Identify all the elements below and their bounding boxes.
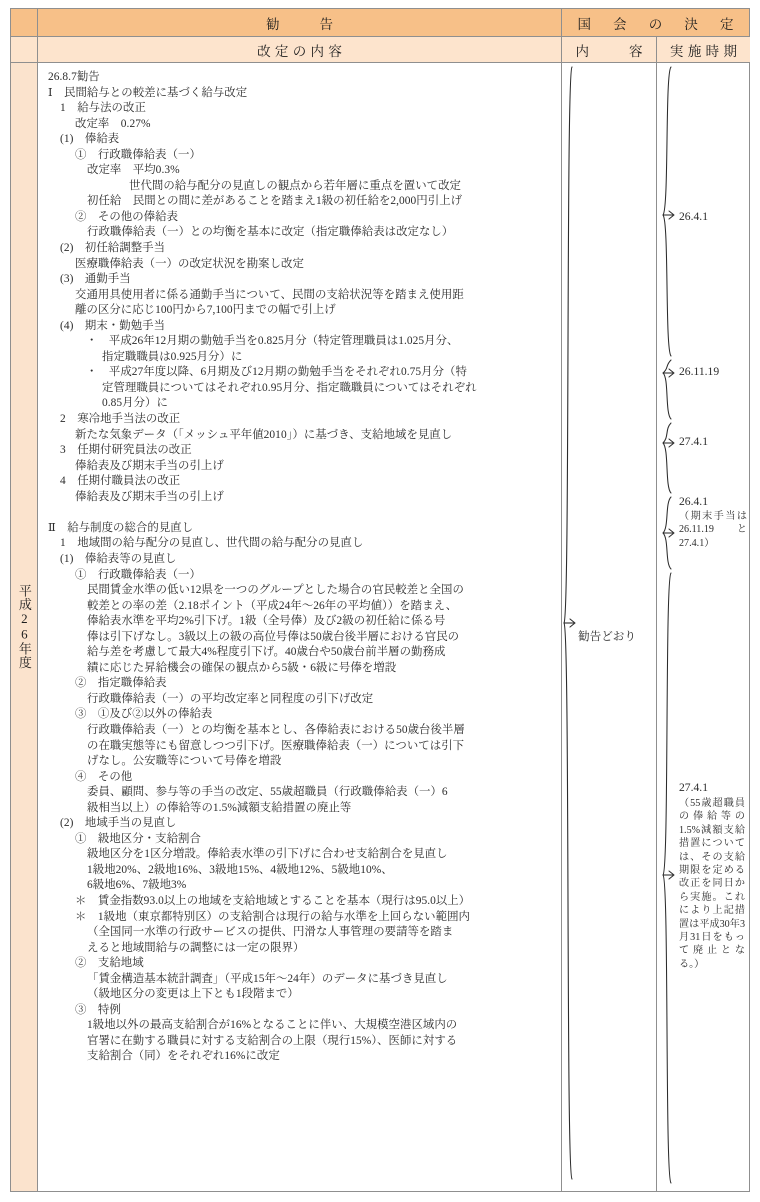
header-year-spacer <box>11 9 38 36</box>
content-line: (4) 期末・勤勉手当 <box>60 319 166 332</box>
content-line: 「賃金構造基本統計調査」（平成15年〜24年）のデータに基づき見直し <box>87 972 448 985</box>
content-line: ・ 平成26年12月期の勤勉手当を0.825月分（特定管理職員は1.025月分、 <box>86 335 459 348</box>
content-line: ④ その他 <box>75 770 133 783</box>
content-line: 初任給 民間との間に差があることを踏まえ1級の初任給を2,000円引上げ <box>87 195 463 208</box>
content-line: 級相当以上）の俸給等の1.5%減額支給措置の廃止等 <box>87 801 352 814</box>
content-line: ＊ 賃金指数93.0以上の地域を支給地域とすることを基本（現行は95.0以上） <box>75 894 471 907</box>
jisshi-braces-icon <box>657 63 750 1191</box>
header-kankoku: 勧 告 <box>38 9 562 36</box>
jisshi-date: 26.4.1 <box>679 210 708 223</box>
content-line: 給与差を考慮して最大4%程度引下げ。40歳台や50歳台前半層の勤務成 <box>87 646 446 659</box>
content-line: （級地区分の変更は上下とも1段階まで） <box>87 988 299 1001</box>
content-line: Ⅱ 給与制度の総合的見直し <box>48 521 194 534</box>
year-label: 平成26年度 <box>16 584 32 670</box>
table-body-row <box>11 63 749 1191</box>
content-line: 改定率 0.27% <box>75 117 151 130</box>
jisshi-jiki-cell <box>657 63 749 1191</box>
content-line: (2) 初任給調整手当 <box>60 242 166 255</box>
content-line: 俸給表水準を平均2%引下げ。1級（全号俸）及び2級の初任給に係る号 <box>87 615 446 628</box>
table-header-top <box>11 9 749 37</box>
jisshi-date: 27.4.1 <box>679 781 708 794</box>
content-line: 世代間の給与配分の見直しの観点から若年層に重点を置いて改定 <box>129 179 461 192</box>
revision-content-cell <box>38 63 562 1191</box>
content-line: 績に応じた昇給機会の確保の観点から5級・6級に号俸を増設 <box>87 661 397 674</box>
content-line: ② 指定職俸給表 <box>75 677 167 690</box>
content-line: 支給割合（同）をそれぞれ16%に改定 <box>87 1050 280 1063</box>
content-line: 委員、顧問、参与等の手当の改定、55歳超職員（行政職俸給表（一）6 <box>87 786 448 799</box>
content-line: ② その他の俸給表 <box>75 210 179 223</box>
content-line: ＊ 1級地（東京都特別区）の支給割合は現行の給与水準を上回らない範囲内 <box>75 910 470 923</box>
content-line: えると地域間給与の調整には一定の限界） <box>87 941 305 954</box>
content-line: 級地区分を1区分増設。俸給表水準の引下げに合わせ支給割合を見直し <box>87 848 448 861</box>
kokkai-naiyou-cell <box>562 63 657 1191</box>
jisshi-note: （55歳超職員の俸給等の1.5%減額支給措置については、その支給期限を定める改正を同日から実施。これにより上記措置は平成30年3月31日をもって廃止となる。） <box>679 798 745 970</box>
content-line: 官署に在勤する職員に対する支給割合の上限（現行15%）、医師に対する <box>87 1034 458 1047</box>
table-header-sub <box>11 37 749 63</box>
content-line: 俸給表及び期末手当の引上げ <box>75 490 224 503</box>
content-line: ① 行政職俸給表（一） <box>75 568 201 581</box>
content-line: 定管理職員についてはそれぞれ0.95月分、指定職職員についてはそれぞれ <box>102 381 477 394</box>
content-line: 0.85月分）に <box>102 397 168 410</box>
revision-content-lines <box>48 70 555 1065</box>
header-kokkai: 国 会 の 決 定 <box>562 9 749 36</box>
content-line: (3) 通勤手当 <box>60 273 131 286</box>
content-line <box>48 505 555 521</box>
jisshi-date: 26.11.19 <box>679 365 720 378</box>
content-line: 1 地域間の給与配分の見直し、世代間の給与配分の見直し <box>60 537 364 550</box>
content-line: ・ 平成27年度以降、6月期及び12月期の勤勉手当をそれぞれ0.75月分（特 <box>86 366 467 379</box>
content-line: （全国同一水準の行政サービスの提供、円滑な人事管理の要請等を踏ま <box>87 926 454 939</box>
content-line: 行政職俸給表（一）との均衡を基本とし、各俸給表における50歳台後半層 <box>87 723 465 736</box>
content-line: 交通用具使用者に係る通勤手当について、民間の支給状況等を踏まえ使用距 <box>75 288 464 301</box>
content-line: ③ ①及び②以外の俸給表 <box>75 708 213 721</box>
content-line: (1) 俸給表 <box>60 133 120 146</box>
content-line: 俸給表及び期末手当の引上げ <box>75 459 224 472</box>
content-line: 医療職俸給表（一）の改定状況を勘案し改定 <box>75 257 304 270</box>
content-line: ② 支給地域 <box>75 957 144 970</box>
content-line: 2 寒冷地手当法の改正 <box>60 413 181 426</box>
content-line: 較差との率の差（2.18ポイント（平成24年〜26年の平均値））を踏まえ、 <box>87 599 458 612</box>
content-line: 新たな気象データ（「メッシュ平年値2010」）に基づき、支給地域を見直し <box>75 428 453 441</box>
jisshi-note: （期末手当は 26.11.19と 27.4.1） <box>679 511 747 549</box>
content-line: 4 任期付職員法の改正 <box>60 475 181 488</box>
naiyou-value: 勧告どおり <box>578 630 636 643</box>
content-line: の在職実態等にも留意しつつ引下げ。医療職俸給表（一）については引下 <box>87 739 465 752</box>
content-line: (1) 俸給表等の見直し <box>60 552 177 565</box>
jisshi-date: 26.4.1 <box>679 495 708 508</box>
header-jisshi-jiki: 実施時期 <box>657 37 750 62</box>
content-line: 俸は引下げなし。3級以上の級の高位号俸は50歳台後半層における官民の <box>87 630 460 643</box>
content-line: ③ 特例 <box>75 1003 121 1016</box>
content-line: 民間賃金水準の低い12県を一つのグループとした場合の官民較差と全国の <box>87 584 464 597</box>
content-line: 1級地以外の最高支給割合が16%となることに伴い、大規模空港区域内の <box>87 1019 458 1032</box>
content-line: 3 任期付研究員法の改正 <box>60 444 192 457</box>
content-line: 離の区分に応じ100円から7,100円までの幅で引上げ <box>75 304 336 317</box>
content-line: ① 行政職俸給表（一） <box>75 148 201 161</box>
content-line: 6級地6%、7級地3% <box>87 879 187 892</box>
header-year-spacer-2 <box>11 37 38 62</box>
content-line: 1級地20%、2級地16%、3級地15%、4級地12%、5級地10%、 <box>87 863 393 876</box>
content-line: 指定職職員は0.925月分）に <box>102 350 243 363</box>
content-line: 1 給与法の改正 <box>60 102 146 115</box>
content-line: Ⅰ 民間給与との較差に基づく給与改定 <box>48 86 248 99</box>
content-line: 行政職俸給表（一）との均衡を基本に改定（指定職俸給表は改定なし） <box>87 226 454 239</box>
content-line: げなし。公安職等について号俸を増設 <box>87 755 282 768</box>
content-line: 行政職俸給表（一）の平均改定率と同程度の引下げ改定 <box>87 692 374 705</box>
year-cell <box>11 63 38 1191</box>
content-line: 26.8.7勧告 <box>48 71 100 83</box>
header-naiyou: 内 容 <box>562 37 657 62</box>
comparison-table <box>10 8 750 1192</box>
naiyou-brace-icon <box>562 63 657 1191</box>
header-kaitei-naiyou: 改定の内容 <box>38 37 562 62</box>
content-line: 改定率 平均0.3% <box>87 164 180 177</box>
content-line: (2) 地域手当の見直し <box>60 817 177 830</box>
content-line: ① 級地区分・支給割合 <box>75 832 201 845</box>
jisshi-date: 27.4.1 <box>679 435 708 448</box>
